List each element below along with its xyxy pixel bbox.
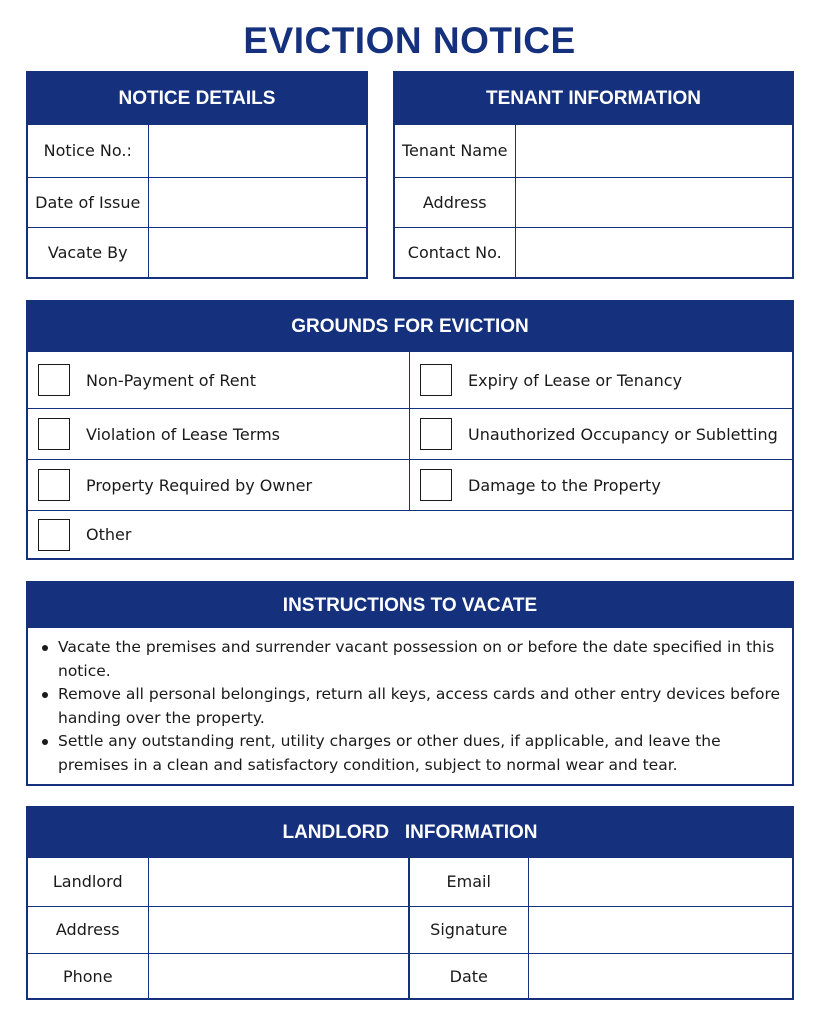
grounds-for-eviction-section bbox=[26, 300, 794, 560]
notice-details-table bbox=[28, 125, 366, 277]
email-label: Email bbox=[410, 858, 528, 906]
checkbox[interactable] bbox=[420, 418, 452, 450]
date-of-issue-label: Date of Issue bbox=[28, 177, 148, 227]
email-field[interactable] bbox=[528, 858, 792, 906]
ground-non-payment[interactable] bbox=[28, 352, 410, 408]
instruction-item: Settle any outstanding rent, utility charges or other dues, if applicable, and leave the premises in a clean and satisfactory condition, subject to normal wear and tear. bbox=[42, 730, 782, 777]
landlord-left-table bbox=[28, 858, 410, 1000]
ground-label: Unauthorized Occupancy or Subletting bbox=[468, 424, 778, 444]
checkbox[interactable] bbox=[38, 364, 70, 396]
instructions-list bbox=[28, 628, 792, 777]
ground-expiry-of-lease[interactable] bbox=[410, 352, 792, 408]
ground-label: Property Required by Owner bbox=[86, 475, 313, 495]
notice-details-header: NOTICE DETAILS bbox=[28, 73, 366, 125]
checkbox[interactable] bbox=[38, 418, 70, 450]
vacate-by-label: Vacate By bbox=[28, 227, 148, 277]
ground-label: Damage to the Property bbox=[468, 475, 661, 495]
landlord-label: Landlord bbox=[28, 858, 148, 906]
date-label: Date bbox=[410, 953, 528, 1000]
date-of-issue-field[interactable] bbox=[148, 177, 366, 227]
landlord-right-table bbox=[410, 858, 792, 1000]
ground-label: Expiry of Lease or Tenancy bbox=[468, 370, 683, 390]
ground-other[interactable] bbox=[28, 511, 792, 558]
checkbox[interactable] bbox=[38, 519, 70, 551]
contact-no-label: Contact No. bbox=[395, 227, 515, 277]
instruction-item: Remove all personal belongings, return all keys, access cards and other entry devices before handing over the property. bbox=[42, 683, 782, 730]
checkbox[interactable] bbox=[420, 364, 452, 396]
ground-violation-of-lease[interactable] bbox=[28, 409, 410, 459]
ground-unauthorized-occupancy[interactable] bbox=[410, 409, 792, 459]
ground-damage-to-property[interactable] bbox=[410, 460, 792, 510]
ground-property-required[interactable] bbox=[28, 460, 410, 510]
instruction-item: Vacate the premises and surrender vacant possession on or before the date specified in this notice. bbox=[42, 636, 782, 683]
ground-label: Violation of Lease Terms bbox=[86, 424, 280, 444]
contact-no-field[interactable] bbox=[515, 227, 792, 277]
signature-label: Signature bbox=[410, 906, 528, 953]
landlord-information-section bbox=[26, 806, 794, 1000]
tenant-information-table bbox=[395, 125, 792, 277]
landlord-field[interactable] bbox=[148, 858, 409, 906]
grounds-for-eviction-header: GROUNDS FOR EVICTION bbox=[28, 302, 792, 351]
instructions-header: INSTRUCTIONS TO VACATE bbox=[28, 583, 792, 628]
tenant-address-field[interactable] bbox=[515, 177, 792, 227]
instructions-section bbox=[26, 581, 794, 786]
notice-no-label: Notice No.: bbox=[28, 125, 148, 177]
landlord-address-label: Address bbox=[28, 906, 148, 953]
checkbox[interactable] bbox=[420, 469, 452, 501]
phone-label: Phone bbox=[28, 953, 148, 1000]
phone-field[interactable] bbox=[148, 953, 409, 1000]
landlord-address-field[interactable] bbox=[148, 906, 409, 953]
vacate-by-field[interactable] bbox=[148, 227, 366, 277]
ground-label: Other bbox=[86, 525, 132, 544]
page-title: EVICTION NOTICE bbox=[243, 20, 576, 61]
date-field[interactable] bbox=[528, 953, 792, 1000]
notice-no-field[interactable] bbox=[148, 125, 366, 177]
ground-label: Non-Payment of Rent bbox=[86, 370, 256, 390]
landlord-information-header: LANDLORD INFORMATION bbox=[28, 808, 792, 857]
tenant-name-field[interactable] bbox=[515, 125, 792, 177]
signature-field[interactable] bbox=[528, 906, 792, 953]
tenant-information-section bbox=[393, 71, 794, 279]
tenant-name-label: Tenant Name bbox=[395, 125, 515, 177]
checkbox[interactable] bbox=[38, 469, 70, 501]
notice-details-section bbox=[26, 71, 368, 279]
tenant-information-header: TENANT INFORMATION bbox=[395, 73, 792, 125]
tenant-address-label: Address bbox=[395, 177, 515, 227]
